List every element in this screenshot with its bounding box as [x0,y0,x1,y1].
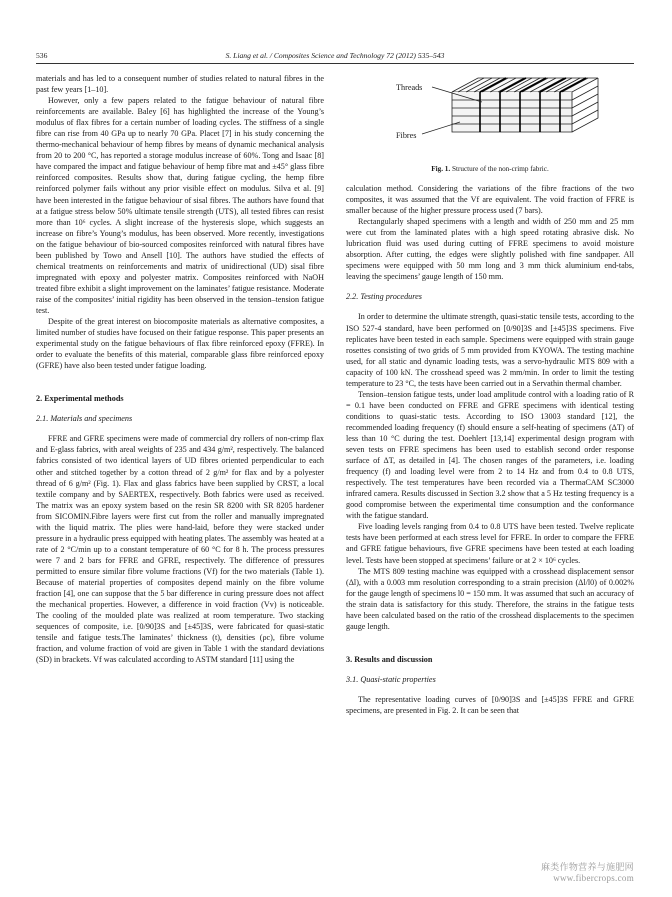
left-paragraph-4: FFRE and GFRE specimens were made of commercial dry rollers of non-crimp flax and E-glass fabrics, with areal weights of 235 and 434 g/m², respectively. The balanced fabrics consisted of two identical layers of UD fibres oriented perpendicular to each other and stitched together by a cotton thread of 2 g/m² for flax and by a polyester thread of 6 g/m² (Fig. 1). Flax and glass fabrics have been supplied by CRST, a local textile company and by SAERTEX, respectively. Both fabrics were used as received. The matrix was an epoxy system based on the resin SR 8200 with SR 8205 hardener from SICOMIN.Fibre layers were first cut from the roller and manually impregnated with the liquid matrix. The plies were hand-laid, before they were stacked under pressure in a hydraulic press equipped with heating plates. The assembly was heated at a rate of 2 °C/min up to a constant temperature of 60 °C for 8 h. The process pressures were 7 and 2 bars for FFRE and GFRE, respectively. The difference of pressures permitted to ensure similar fibre volume fractions (Vf) for the two materials (Table 1). Because of material properties of composites depend mainly on the fibre volume fraction [4], one can suppose that the 5 bar difference in curing pressure does not affect the mechanical properties. However, a difference in void fraction (Vv) is noticeable. The cooling of the moulded plate was realized at room temperature. Two stacking sequences of composite, i.e. [0/90]3S and [±45]3S, were fabricated for quasi-static tensile and fatigue tests.The laminates’ thickness (t), densities (ρc), fibre volume fraction, and volume fraction of void are given in Table 1 with the standard deviations (SD) in brackets. Vf was calculated according to ASTM standard [11] using the [36,434,324,665]
figure-caption-text: Structure of the non-crimp fabric. [451,165,549,173]
page-number: 536 [36,51,48,60]
watermark-line-1: 麻类作物营养与施肥网 [540,862,634,872]
label-threads: Threads [396,83,423,92]
watermark-line-2: www.fibercrops.com [553,873,634,883]
right-paragraph-2: Rectangularly shaped specimens with a length and width of 250 mm and 25 mm were cut from the laminated plates with a high speed rotating abrasive disk. No lubrication fluid was used during cutting of FFRE specimens to avoid moisture absorption. After cutting, the edges were slightly polished with fine sandpaper. All specimens were equipped with 50 mm long and 3 mm thick aluminium end-tabs, leaving the specimens’ gauge length of 150 mm. [346,217,634,282]
site-watermark [404,862,634,884]
right-column [346,183,634,716]
right-paragraph-4: Tension–tension fatigue tests, under load amplitude control with a loading ratio of R = 0.1 have been conducted on FFRE and GFRE specimens with identical testing conditions to quasi-static tests. According to ISO 13003 standard [12], the recommended loading frequency (f) should ensure a self-heating of specimens (ΔT) of less than 10 °C during the test. Doehlert [13,14] experimental design program with seven tests on FFRE specimens has been used to establish second order response surface of ΔT, as detailed in [4]. The chosen ranges of the parameters, i.e. loading frequency (f) and loading level were from 2 to 14 Hz and from 0.4 to 0.8 UTS, respectively. The test temperatures have been recorded via a ThermaCAM SC3000 infrared camera. Results discussed in Section 3.2 show that a 5 Hz testing frequency is a good compromise between the experimental time consumption and the conformance with the fatigue standard. [346,389,634,521]
subsection-heading-quasi-static: 3.1. Quasi-static properties [346,674,436,684]
left-paragraph-1: materials and has led to a consequent number of studies related to natural fibres in the past few years [1–10]. [36,74,324,95]
right-paragraph-1: calculation method. Considering the variations of the fibre fractions of the two composites, it was assumed that the Vf are equivalent. The void fraction of FFRE is smaller because of the higher pressure process used (7 bars). [346,184,634,216]
section-heading-results: 3. Results and discussion [346,654,433,664]
section-heading-experimental: 2. Experimental methods [36,394,124,404]
journal-reference: S. Liang et al. / Composites Science and Technology 72 (2012) 535–543 [225,51,445,60]
right-paragraph-3: In order to determine the ultimate strength, quasi-static tensile tests, according to the ISO 527-4 standard, have been performed on [0/90]3S and [±45]3S specimens. Five replicates have been tested in each sample. Specimens were equipped with strain gauge rosettes consisting of two grids of 5 mm provided from KYOWA. The testing machine used, for all static and dynamic loading tests, was a servo-hydraulic MTS 809 with a capacity of 100 kN. The crosshead speed was 2 mm/min. In order to limit the testing temperature to 23 °C, the tests have been carried out in a Servathin thermal chamber. [346,312,634,388]
subsection-heading-materials: 2.1. Materials and specimens [36,414,133,424]
right-paragraph-6: The MTS 809 testing machine was equipped with a crosshead displacement sensor (Δl), with a 0.003 mm resolution corresponding to a strain precision (Δl/l0) of 0.002% for the gauge length of specimens l0 = 150 mm. It was assumed that such an accuracy of the strain data is satisfactory for this study. Therefore, the strains in the fatigue tests have been calculated based on the ratio of the crosshead displacements to the specimen gauge length. [346,566,634,631]
label-fibres: Fibres [396,131,417,140]
right-paragraph-7: The representative loading curves of [0/90]3S and [±45]3S FFRE and GFRE specimens, are presented in Fig. 2. It can be seen that [346,694,634,715]
subsection-heading-testing: 2.2. Testing procedures [346,292,422,302]
header-rule [36,63,634,64]
right-paragraph-5: Five loading levels ranging from 0.4 to 0.8 UTS have been tested. Twelve replicate tests have been performed at each stress level for FFRE. In order to compare the FFRE and GFRE fatigue behaviours, five GFRE specimens have been tested at each loading level. Tests have been stopped at specimens’ failure or at 2 × 10⁶ cycles. [346,522,634,565]
left-paragraph-3: Despite of the great interest on biocomposite materials as alternative composites, a limited number of studies have focused on their fatigue response. This paper presents an experimental study on the fatigue behaviours of flax fibre reinforced epoxy (FFRE). In order to evaluate the benefits of this material, comparable glass fibre reinforced epoxy (GFRE) have also been tested under fatigue loading. [36,317,324,371]
fabric-diagram [360,70,622,162]
left-paragraph-2: However, only a few papers related to the fatigue behaviour of natural fibre reinforcements are available. Baley [6] has highlighted the increase of the Young’s modulus of flax fibres for a certain number of loading cycles. The stiffness of a single fibre can rise from 40 GPa up to nearly 70 GPa. Placet [7] in his study concerning the thermo-mechanical behaviour of hemp fibres by means of dynamic mechanical analysis from 20 to 200 °C, has reported a storage modulus increase of 60%. Tong and Isaac [8] have compared the impact and fatigue behaviour of hemp fibre mat and ±45° glass fibre reinforced composites. Results show that, during fatigue cycling, the hemp fibre reinforced polymer fails without any prior visible effect on modulus. Silva et al. [9] have been interested in the fatigue behaviour of sisal fibres. The authors have found that at a fatigue stress below 50% ultimate tensile strength (UTS), all tested fibres can resist more than 10⁶ cycles. A slight increase of the hysteresis slope, which suggests an increase on fibre’s Young’s modulus, has been observed. More recently, investigations on the fatigue behaviour of bio-sourced composites reinforced with natural fibres have been published by Towo and Ansell [10]. The authors have studied the effects of chemical treatments on reinforcements and matrix of unidirectional (UD) sisal fibre impregnated with epoxy and polyester matrix. Composites reinforced with NaOH treated fibre exhibit a slight improvement on the laminates’ fatigue resistance. Moderate raise of the composites’ initial rigidity has been observed in the tension–tension fatigue test. [36,96,324,315]
figure-caption-label: Fig. 1. [431,165,451,173]
left-column [36,73,324,665]
figure-caption [346,165,634,173]
